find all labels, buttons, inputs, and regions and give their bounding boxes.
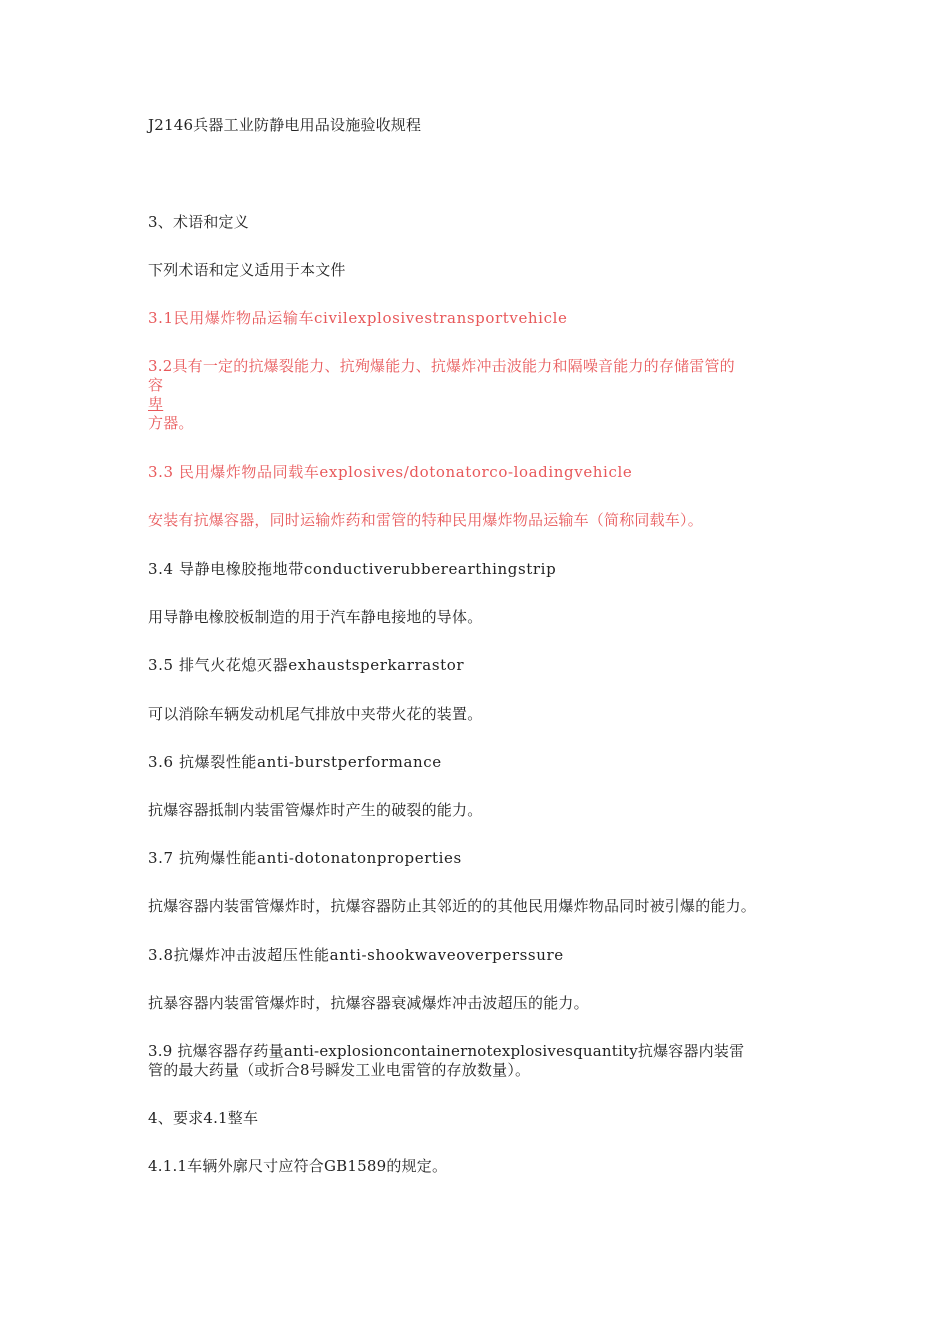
term-3-7: 3.7 抗殉爆性能anti-dotonatonproperties [148,849,462,867]
term-3-6-definition: 抗爆容器抵制内装雷管爆炸时产生的破裂的能力。 [148,801,483,819]
term-3-2-line-1: 3.2具有一定的抗爆裂能力、抗殉爆能力、抗爆炸冲击波能力和隔噪音能力的存储雷管的 [148,357,735,375]
term-3-5-definition: 可以消除车辆发动机尾气排放中夹带火花的装置。 [148,705,483,723]
term-3-6: 3.6 抗爆裂性能anti-burstperformance [148,753,442,771]
term-3-5: 3.5 排气火花熄灭器exhaustsperkarrastor [148,656,465,674]
term-3-7-definition: 抗爆容器内装雷管爆炸时，抗爆容器防止其邻近的的其他民用爆炸物品同时被引爆的能力。 [148,897,757,915]
section-3-intro: 下列术语和定义适用于本文件 [148,261,346,279]
term-3-4-definition: 用导静电橡胶板制造的用于汽车静电接地的导体。 [148,608,483,626]
term-3-9-line-2: 管的最大药量（或折合8号瞬发工业电雷管的存放数量）。 [148,1061,531,1079]
document-title: J2146兵器工业防静电用品设施验收规程 [148,116,422,134]
section-4-heading: 4、要求4.1整车 [148,1109,259,1127]
term-3-3-definition: 安装有抗爆容器，同时运输炸药和雷管的特种民用爆炸物品运输车（简称同载车）。 [148,511,703,529]
term-3-1: 3.1民用爆炸物品运输车civilexplosivestransportvehicle [148,309,568,327]
term-3-8: 3.8抗爆炸冲击波超压性能anti-shookwaveoverperssure [148,946,564,964]
requirement-4-1-1: 4.1.1车辆外廓尺寸应符合GB1589的规定。 [148,1157,448,1175]
term-3-2-line-4: 方器。 [148,414,194,432]
term-3-3: 3.3 民用爆炸物品同载车explosives/dotonatorco-loadingvehicle [148,463,633,481]
section-3-heading: 3、术语和定义 [148,213,249,231]
term-3-2-line-3: 卑 [148,395,164,413]
term-3-8-definition: 抗暴容器内装雷管爆炸时，抗爆容器衰减爆炸冲击波超压的能力。 [148,994,589,1012]
term-3-4: 3.4 导静电橡胶拖地带conductiverubberearthingstrip [148,560,557,578]
term-3-9-line-1: 3.9 抗爆容器存药量anti-explosioncontainernotexplosivesquantity抗爆容器内装雷 [148,1042,745,1060]
term-3-2-line-2: 容 [148,376,164,394]
